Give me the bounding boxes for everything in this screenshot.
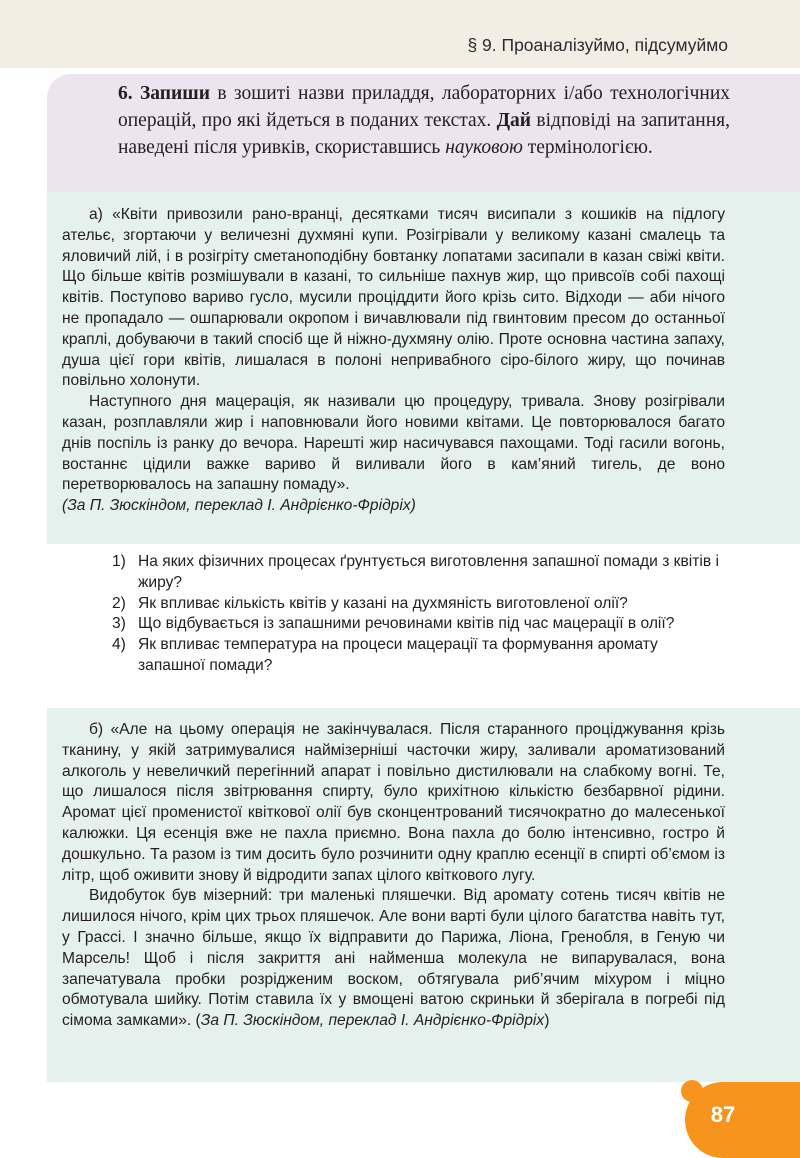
section-title: § 9. Проаналізуймо, підсумуймо [467, 35, 728, 55]
questions-list [112, 552, 729, 677]
question-text: Як впливає кількість квітів у казані на духмяність виготовленої олії? [138, 594, 628, 612]
question-number: 2) [112, 594, 126, 612]
task-number: 6. [118, 83, 133, 104]
excerpt-b-paragraph-2: Видобуток був мізерний: три маленькі пляшечки. Від аромату сотень тисяч квітів не лишилося нічого, крім цих трьох пляшечок. Але вони варті були цілого багатства навіть тут, у Грассі. І значно більше, якщо їх відправити до Парижа, Ліона, Гренобля, в Геную чи Марсель! Щоб і після закриття ані найменша молекула не випарувалася, вона запечатувала пробки розрідженим воском, обтягувала риб’ячим міхуром і міцно обмотувала шийку. Потім ставила їх у вмощені ватою скриньки й зберігала в погребі під сімома замками». [62, 887, 725, 1030]
page-number: 87 [710, 1102, 736, 1127]
task-text [118, 80, 730, 161]
question-number: 3) [112, 615, 126, 633]
excerpt-a-paragraph-1: а) «Квіти привозили рано-вранці, десятками тисяч висипали з кошиків на підлогу ательє, згортаючи у величезні духмяні купи. Розігрівали у великому казані смалець та яловичий лій, і в розігріту сметаноподібну бовтанку лопатами засипали в казан свіжі квіти. Що більше квітів розмішували в казані, то сильніше пахнув жир, що привсоїв собі пахощі квітів. Поступово вариво гусло, мусили проціддити його крізь сито. Відходи — аби нічого не пропадало — ошпарювали окропом і вичавлювали під гвинтовим пресом до останньої краплі, добуваючи в такий спосіб ще й ніжно-духмяну олію. Проте основна частина запаху, душа цієї гори квітів, лишалася в полоні непривабного сіро-білого жиру, що починав повільно холонути. [62, 206, 725, 390]
task-text-part3: термінологією. [527, 137, 653, 158]
excerpt-b-paragraph-1: б) «Але на цьому операція не закінчувалася. Після старанного проціджування крізь тканину, у якій затримувалися наймізерніші часточки жиру, заливали ароматизований алкоголь у невеличкий перегінний апарат і повільно дистилювали на слабкому вогні. Те, що лишалося після звітрювання спирту, було крихітною кількістю безбарвної рідини. Аромат цієї променистої квіткової олії був сконцентрований тисячократно до малесенької калюжки. Ця есенція вже не пахла приємно. Вона пахла до болю інтенсивно, гостро й дошкульно. Та разом із тим досить було розчинити одну краплю есенції в спирті об’ємом із літр, щоб оживити знову й відродити запах цілого квіткового лугу. [62, 721, 725, 884]
question-item [112, 552, 729, 594]
question-item [112, 635, 729, 677]
question-text: На яких фізичних процесах ґрунтується виготовлення запашної помади з квітів і жиру? [138, 553, 719, 591]
excerpt-b [62, 720, 725, 1032]
task-verb-give: Дай [496, 110, 532, 131]
question-number: 1) [112, 553, 126, 570]
question-text: Як впливає температура на процеси мацерації та формування аромату запашної помади? [138, 636, 658, 674]
question-item [112, 614, 729, 635]
task-verb-write: Запиши [140, 83, 210, 104]
excerpt-b-source-close: ) [544, 1012, 550, 1030]
excerpt-a-paragraph-2: Наступного дня мацерація, як називали цю процедуру, тривала. Знову розігрівали казан, розплавляли жир і наповнювали його новими квітами. Це повторювалося багато днів поспіль із ранку до вечора. Нарешті жир насичувався пахощами. Тоді гасили вогонь, востаннє цідили важке вариво й виливали його в кам’яний тигель, де воно перетворювалось на запашну помаду». [62, 393, 725, 494]
task-text-part2: відповіді на запитання, наведені після уривків, скориставшись [118, 110, 731, 158]
question-number: 4) [112, 636, 126, 654]
excerpt-b-source-open: ( [195, 1012, 201, 1030]
task-italic-word: науковою [445, 137, 523, 158]
excerpt-a-source: (За П. Зюскіндом, переклад І. Андрієнко-Фрідріх) [62, 497, 416, 515]
excerpt-b-source: За П. Зюскіндом, переклад І. Андрієнко-Фрідріх [200, 1012, 545, 1030]
question-item [112, 594, 729, 615]
excerpt-a [62, 205, 725, 517]
header-band [0, 0, 800, 68]
task-text-part1: в зошиті назви приладдя, лабораторних і/або технологічних операцій, про які йдеться в поданих текстах. [118, 83, 731, 131]
question-text: Що відбувається із запашними речовинами квітів під час мацерації в олії? [138, 615, 675, 633]
